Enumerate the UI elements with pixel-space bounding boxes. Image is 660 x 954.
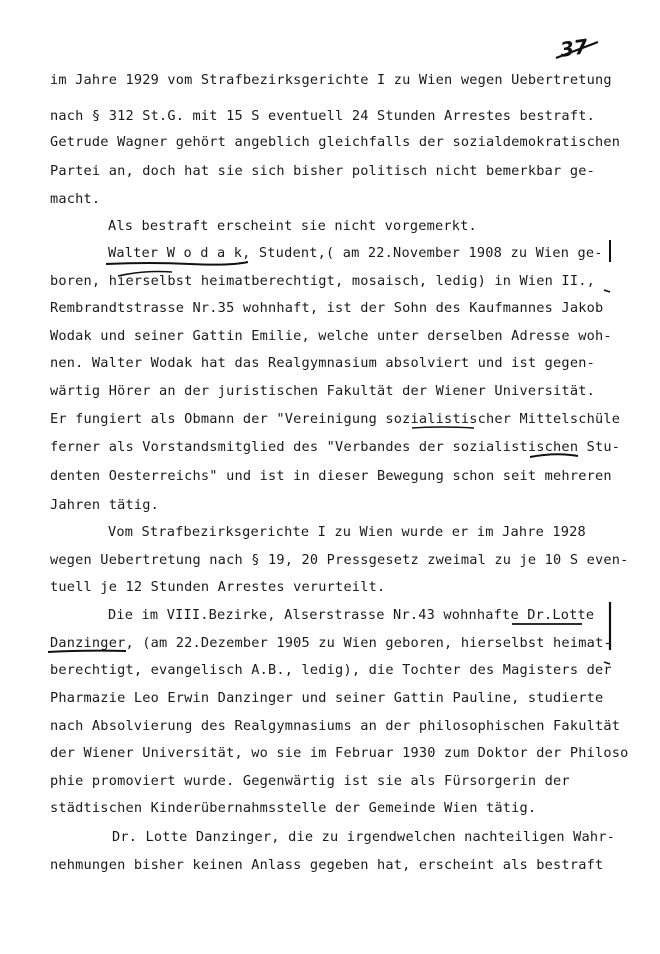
text-line: nehmungen bisher keinen Anlass gegeben hat, erscheint als bestraft (50, 857, 604, 873)
text-line: wärtig Hörer an der juristischen Fakultät der Wiener Universität. (50, 383, 595, 399)
margin-tick-danzinger (604, 662, 610, 664)
underline-danzinger (48, 651, 126, 652)
text-line: Rembrandtstrasse Nr.35 wohnhaft, ist der Sohn des Kaufmannes Jakob (50, 300, 604, 316)
text-line: boren, hierselbst heimatberechtigt, mosaisch, ledig) in Wien II., (50, 273, 595, 289)
text-line: Dr. Lotte Danzinger, die zu irgendwelchen nachteiligen Wahr- (112, 829, 616, 845)
text-line: nen. Walter Wodak hat das Realgymnasium absolviert und ist gegen- (50, 355, 595, 371)
text-line: Walter W o d a k, Student,( am 22.November 1908 zu Wien ge- (108, 245, 603, 261)
text-line: Er fungiert als Obmann der "Vereinigung sozialistischer Mittelschüle (50, 411, 621, 427)
text-line: nach § 312 St.G. mit 15 S eventuell 24 Stunden Arrestes bestraft. (50, 108, 595, 124)
underline-sozialistischer (412, 427, 474, 428)
text-line: Partei an, doch hat sie sich bisher politisch nicht bemerkbar ge- (50, 163, 595, 179)
text-line: Getrude Wagner gehört angeblich gleichfalls der sozialdemokratischen (50, 134, 621, 150)
text-line: im Jahre 1929 vom Strafbezirksgerichte I zu Wien wegen Uebertretung (50, 72, 612, 88)
text-line: Vom Strafbezirksgerichte I zu Wien wurde er im Jahre 1928 (108, 524, 586, 540)
text-line: berechtigt, evangelisch A.B., ledig), die Tochter des Magisters der (50, 662, 612, 678)
underline-sozialistischen (530, 454, 578, 457)
text-line: Pharmazie Leo Erwin Danzinger und seiner Gattin Pauline, studierte (50, 690, 604, 706)
underline-walter-wodak (106, 262, 248, 265)
margin-tick-wodak (604, 290, 610, 292)
handwritten-page-number: 37 (558, 34, 590, 62)
text-line: Wodak und seiner Gattin Emilie, welche unter derselben Adresse woh- (50, 328, 612, 344)
text-line: städtischen Kinderübernahmsstelle der Gemeinde Wien tätig. (50, 800, 537, 816)
text-line: nach Absolvierung des Realgymnasiums an der philosophischen Fakultät (50, 718, 621, 734)
text-line: wegen Uebertretung nach § 19, 20 Pressgesetz zweimal zu je 10 S even- (50, 552, 629, 568)
text-line: Danzinger, (am 22.Dezember 1905 zu Wien geboren, hierselbst heimat- (50, 635, 612, 651)
text-line: der Wiener Universität, wo sie im Februar 1930 zum Doktor der Philoso (50, 745, 629, 761)
text-line: ferner als Vorstandsmitglied des "Verbandes der sozialistischen Stu- (50, 439, 621, 455)
text-line: Als bestraft erscheint sie nicht vorgemerkt. (108, 218, 477, 234)
text-line: Die im VIII.Bezirke, Alserstrasse Nr.43 wohnhafte Dr.Lotte (108, 607, 595, 623)
text-line: macht. (50, 191, 101, 207)
text-line: tuell je 12 Stunden Arrestes verurteilt. (50, 579, 386, 595)
underline-walter-wodak-2 (118, 272, 172, 277)
text-line: denten Oesterreichs" und ist in dieser Bewegung schon seit mehreren (50, 468, 612, 484)
page-number-strike-mark (556, 42, 598, 58)
text-line: Jahren tätig. (50, 497, 159, 513)
text-line: phie promoviert wurde. Gegenwärtig ist sie als Fürsorgerin der (50, 773, 570, 789)
